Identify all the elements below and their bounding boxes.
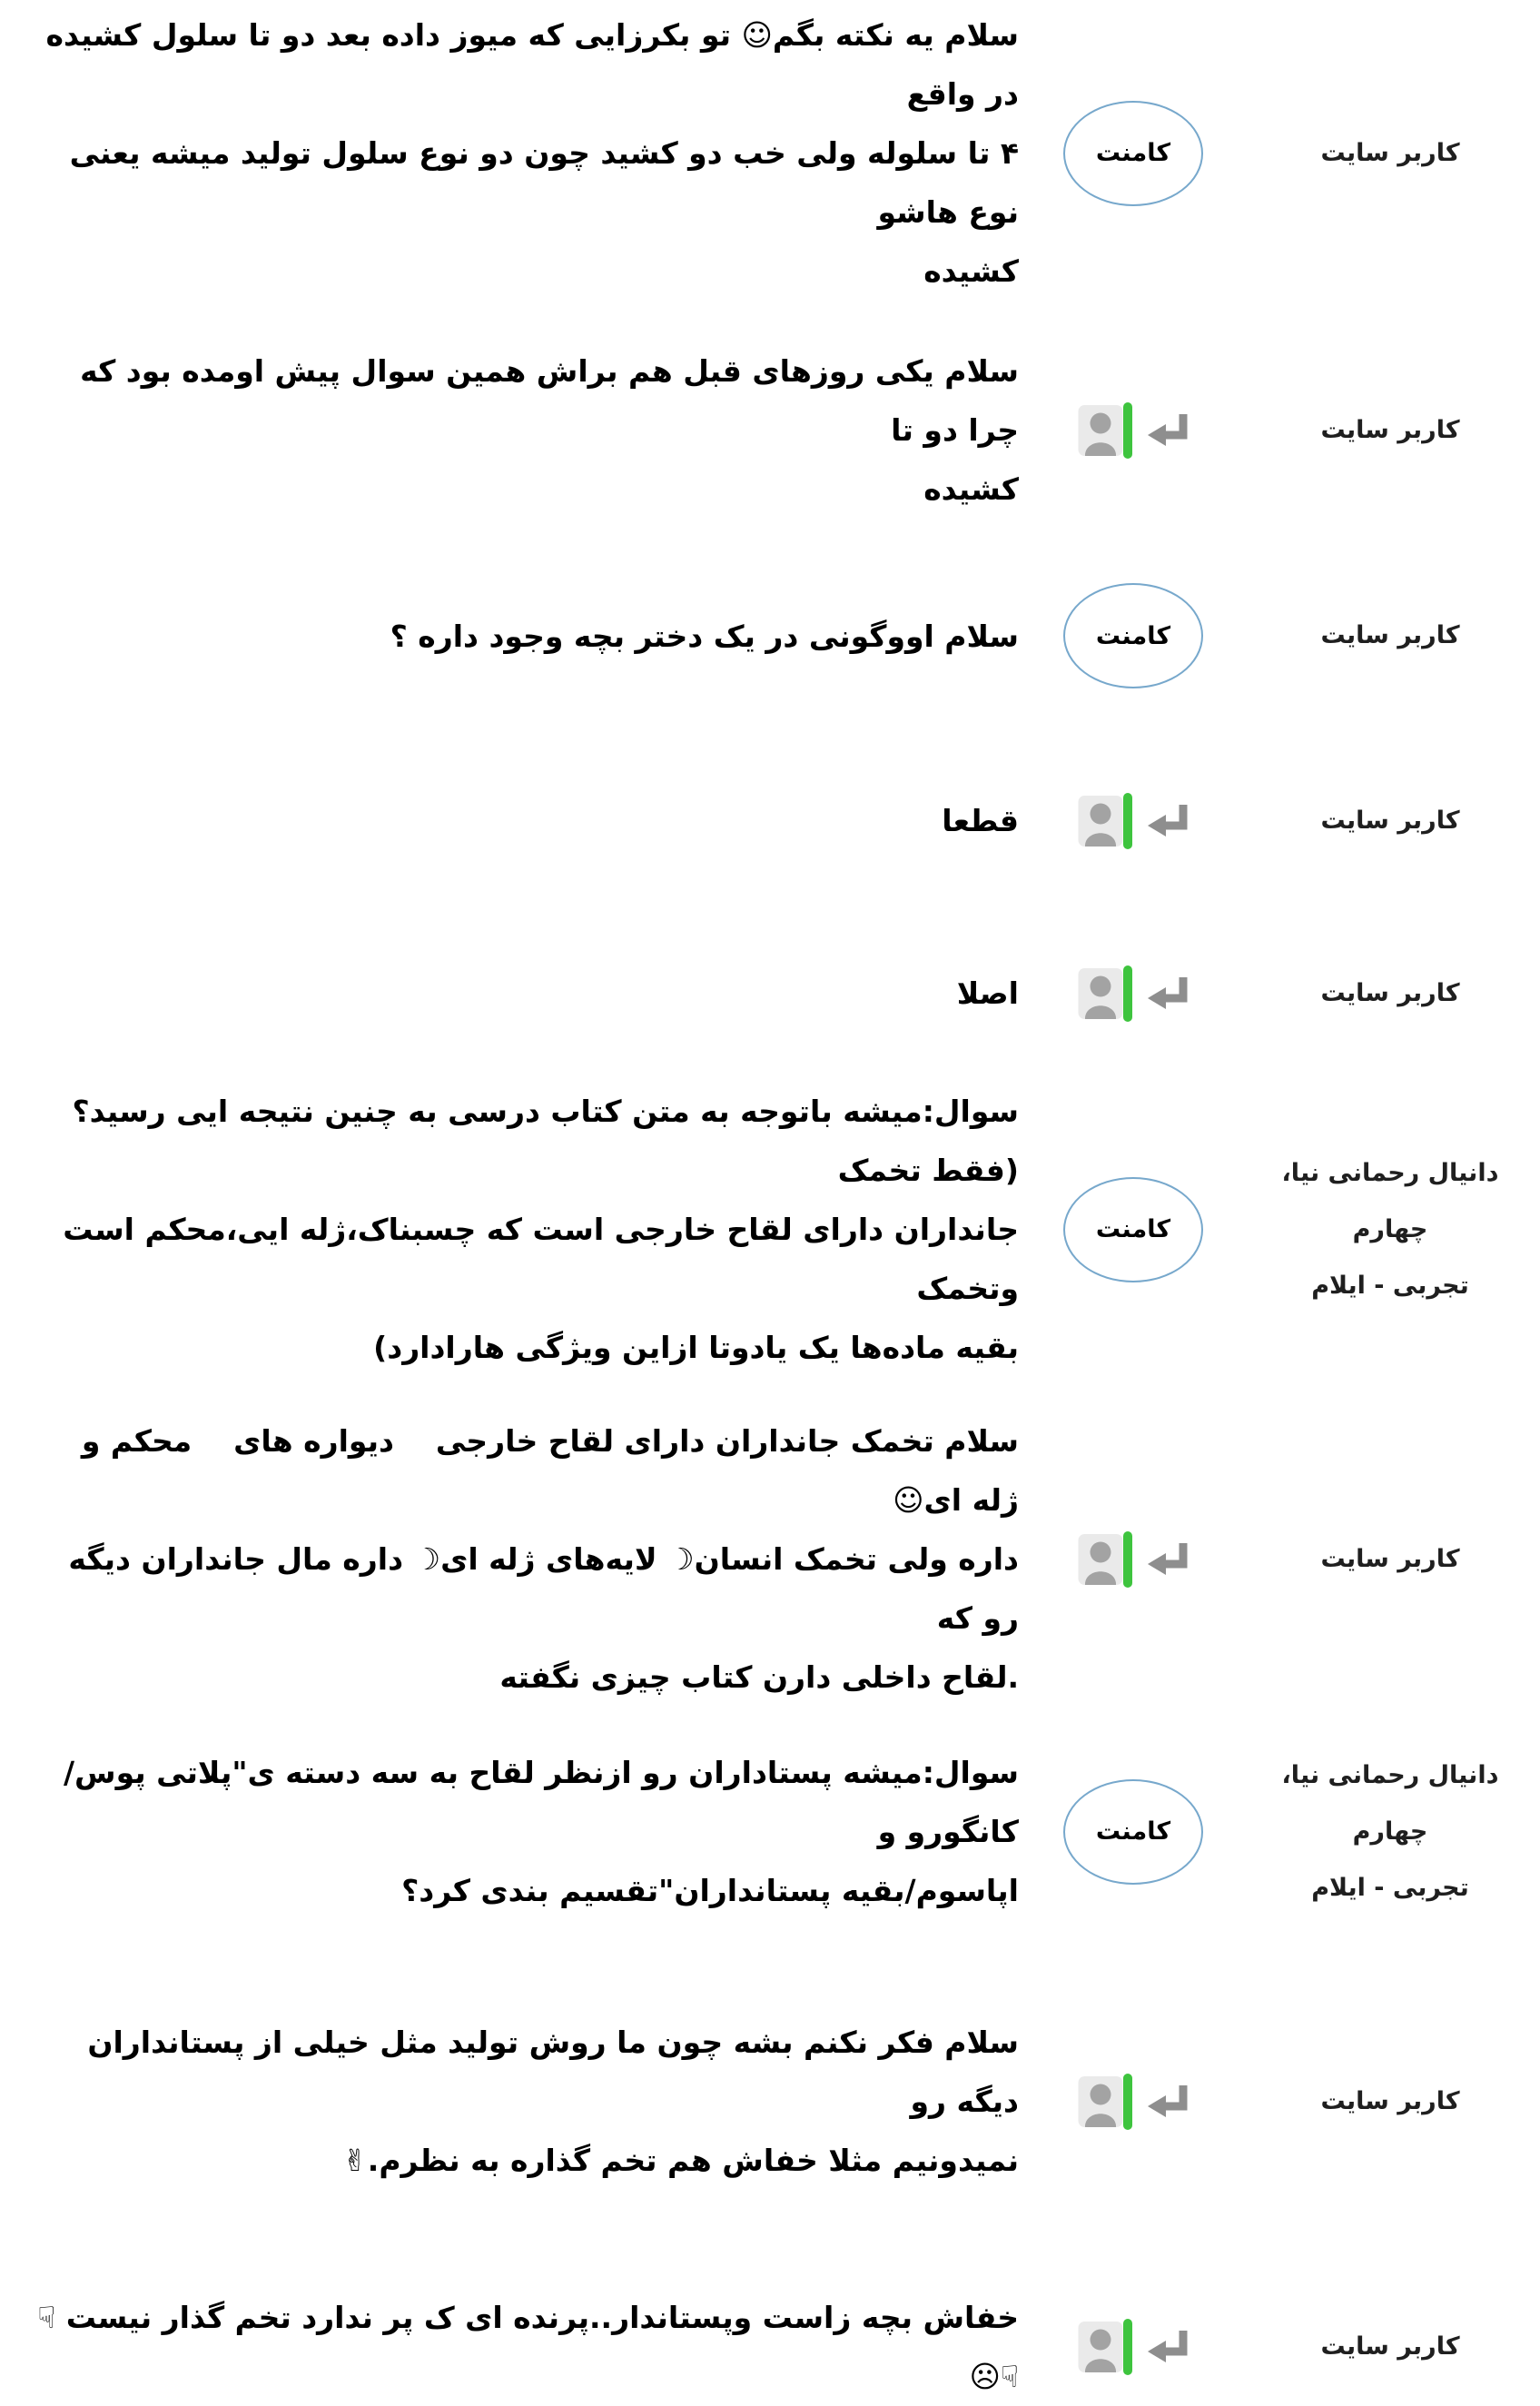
user-name-line: کاربر سایت bbox=[1320, 415, 1460, 444]
reply-return-arrow-icon[interactable] bbox=[1147, 411, 1189, 450]
user-name bbox=[1320, 793, 1459, 849]
user-name bbox=[1240, 1145, 1540, 1314]
reply-return-arrow-icon[interactable] bbox=[1147, 2328, 1189, 2366]
marker-column bbox=[1026, 2074, 1240, 2130]
user-name bbox=[1320, 125, 1459, 182]
comment-text-line: کشیده bbox=[923, 253, 1019, 289]
comment-text-line: .لقاح داخلی دارن کتاب چیزی نگفته bbox=[499, 1659, 1019, 1695]
comment-badge-label: کامنت bbox=[1095, 621, 1171, 650]
reply-indicator[interactable] bbox=[1078, 2074, 1189, 2130]
comment-text bbox=[0, 2288, 1026, 2406]
user-column bbox=[1240, 125, 1540, 182]
comment-row bbox=[0, 583, 1540, 688]
comment-badge[interactable] bbox=[1063, 583, 1203, 688]
user-column bbox=[1240, 1748, 1540, 1916]
user-column bbox=[1240, 1531, 1540, 1588]
user-column bbox=[1240, 965, 1540, 1022]
comment-badge-label: کامنت bbox=[1095, 1817, 1171, 1846]
comment-badge-label: کامنت bbox=[1095, 1215, 1171, 1243]
user-name bbox=[1320, 2074, 1459, 2130]
user-column bbox=[1240, 1145, 1540, 1314]
comment-text-line: سوال:میشه پستاداران رو ازنظر لقاح به سه دسته ی"پلاتی پوس/کانگورو و bbox=[63, 1755, 1019, 1849]
user-name-line: کاربر سایت bbox=[1320, 2332, 1460, 2361]
comment-text-line: سلام اووگونی در یک دختر بچه وجود داره ؟ bbox=[390, 618, 1019, 654]
user-name bbox=[1240, 1748, 1540, 1916]
user-name-line: دانیال رحمانی نیا، چهارم bbox=[1281, 1158, 1499, 1243]
comment-text-line: کشیده bbox=[923, 471, 1019, 507]
marker-column bbox=[1026, 1779, 1240, 1885]
user-name-line: کاربر سایت bbox=[1320, 978, 1460, 1007]
comment-text-line: نمیدونیم مثلا خفاش هم تخم گذاره به نظرم.✌ bbox=[342, 2143, 1019, 2178]
marker-column bbox=[1026, 402, 1240, 459]
person-avatar-icon[interactable] bbox=[1078, 402, 1132, 459]
comment-badge[interactable] bbox=[1063, 1779, 1203, 1885]
reply-return-arrow-icon[interactable] bbox=[1147, 2083, 1189, 2121]
comment-text-line: سلام یکی روزهای قبل هم براش همین سوال پیش اومده بود که چرا دو تا bbox=[80, 353, 1019, 448]
comment-row bbox=[0, 5, 1540, 301]
user-name bbox=[1320, 2319, 1459, 2375]
user-name-line: دانیال رحمانی نیا، چهارم bbox=[1281, 1760, 1499, 1846]
person-avatar-icon[interactable] bbox=[1078, 2074, 1132, 2130]
comment-text-line: سوال:میشه باتوجه به متن کتاب درسی به چنین نتیجه ایی رسید؟(فقط تخمک bbox=[72, 1094, 1019, 1188]
user-name-line: تجربی - ایلام bbox=[1311, 1271, 1469, 1300]
comment-row bbox=[0, 2288, 1540, 2406]
comment-text bbox=[0, 791, 1026, 850]
user-column bbox=[1240, 402, 1540, 459]
reply-indicator[interactable] bbox=[1078, 2319, 1189, 2375]
reply-indicator[interactable] bbox=[1078, 1531, 1189, 1588]
reply-return-arrow-icon[interactable] bbox=[1147, 1540, 1189, 1579]
user-name bbox=[1320, 608, 1459, 664]
user-name-line: کاربر سایت bbox=[1320, 806, 1460, 835]
user-column bbox=[1240, 793, 1540, 849]
reply-indicator[interactable] bbox=[1078, 965, 1189, 1022]
comment-row bbox=[0, 2013, 1540, 2190]
marker-column bbox=[1026, 965, 1240, 1022]
comment-text-line: قطعا bbox=[942, 803, 1019, 838]
comment-badge-label: کامنت bbox=[1095, 139, 1171, 167]
marker-column bbox=[1026, 2319, 1240, 2375]
comment-text bbox=[0, 1082, 1026, 1377]
comment-row bbox=[0, 1082, 1540, 1377]
comment-text bbox=[0, 1743, 1026, 1920]
comment-text-line: خفاش بچه زاست وپستاندار..پرنده ای ک پر ندارد تخم گذار نیست ☟☟☹ bbox=[37, 2300, 1019, 2394]
marker-column bbox=[1026, 1531, 1240, 1588]
comment-text-line: ۴ تا سلوله ولی خب دو کشید چون دو نوع سلول تولید میشه یعنی نوع هاشو bbox=[69, 135, 1019, 230]
user-column bbox=[1240, 2074, 1540, 2130]
person-avatar-icon[interactable] bbox=[1078, 2319, 1132, 2375]
comment-text bbox=[0, 342, 1026, 519]
marker-column bbox=[1026, 583, 1240, 688]
comment-text-line: جانداران دارای لقاح خارجی است که چسبناک،ژله ایی،محکم است وتخمک bbox=[63, 1212, 1019, 1306]
reply-indicator[interactable] bbox=[1078, 402, 1189, 459]
person-avatar-icon[interactable] bbox=[1078, 965, 1132, 1022]
comment-row bbox=[0, 1411, 1540, 1707]
reply-return-arrow-icon[interactable] bbox=[1147, 975, 1189, 1013]
user-column bbox=[1240, 608, 1540, 664]
marker-column bbox=[1026, 101, 1240, 206]
user-name-line: کاربر سایت bbox=[1320, 138, 1460, 167]
comment-text-line: سلام تخمک جانداران دارای لقاح خارجی دیواره های محکم و ژله ای☺ bbox=[81, 1423, 1019, 1518]
user-name-line: کاربر سایت bbox=[1320, 2086, 1460, 2115]
reply-indicator[interactable] bbox=[1078, 793, 1189, 849]
comment-text-line: سلام فکر نکنم بشه چون ما روش تولید مثل خیلی از پستانداران دیگه رو bbox=[87, 2025, 1019, 2119]
comment-text-line: سلام یه نکته بگم☺ تو بکرزایی که میوز داده بعد دو تا سلول کشیده در واقع bbox=[45, 17, 1019, 112]
comment-row bbox=[0, 1743, 1540, 1920]
comment-text bbox=[0, 607, 1026, 666]
marker-column bbox=[1026, 793, 1240, 849]
comment-row bbox=[0, 342, 1540, 519]
user-name-line: تجربی - ایلام bbox=[1311, 1873, 1469, 1902]
comment-text-line: اپاسوم/بقیه پستانداران"تقسیم بندی کرد؟ bbox=[401, 1873, 1019, 1908]
comment-text bbox=[0, 5, 1026, 301]
user-name-line: کاربر سایت bbox=[1320, 1544, 1460, 1573]
person-avatar-icon[interactable] bbox=[1078, 793, 1132, 849]
reply-return-arrow-icon[interactable] bbox=[1147, 802, 1189, 840]
comment-badge[interactable] bbox=[1063, 1177, 1203, 1282]
comment-text bbox=[0, 2013, 1026, 2190]
person-avatar-icon[interactable] bbox=[1078, 1531, 1132, 1588]
user-name bbox=[1320, 402, 1459, 459]
comment-text bbox=[0, 1411, 1026, 1707]
comment-row bbox=[0, 964, 1540, 1023]
user-name bbox=[1320, 965, 1459, 1022]
user-name-line: کاربر سایت bbox=[1320, 621, 1460, 649]
comment-badge[interactable] bbox=[1063, 101, 1203, 206]
marker-column bbox=[1026, 1177, 1240, 1282]
comment-row bbox=[0, 791, 1540, 850]
user-column bbox=[1240, 2319, 1540, 2375]
user-name bbox=[1320, 1531, 1459, 1588]
comment-text bbox=[0, 964, 1026, 1023]
comment-text-line: اصلا bbox=[956, 975, 1019, 1011]
comment-text-line: داره ولی تخمک انسان☽ لایه‌های ژله ای☽ داره مال جانداران دیگه رو که bbox=[68, 1541, 1019, 1636]
comment-text-line: بقیه ماده‌ها یک یادوتا ازاین ویژگی هارادارد) bbox=[373, 1330, 1019, 1365]
